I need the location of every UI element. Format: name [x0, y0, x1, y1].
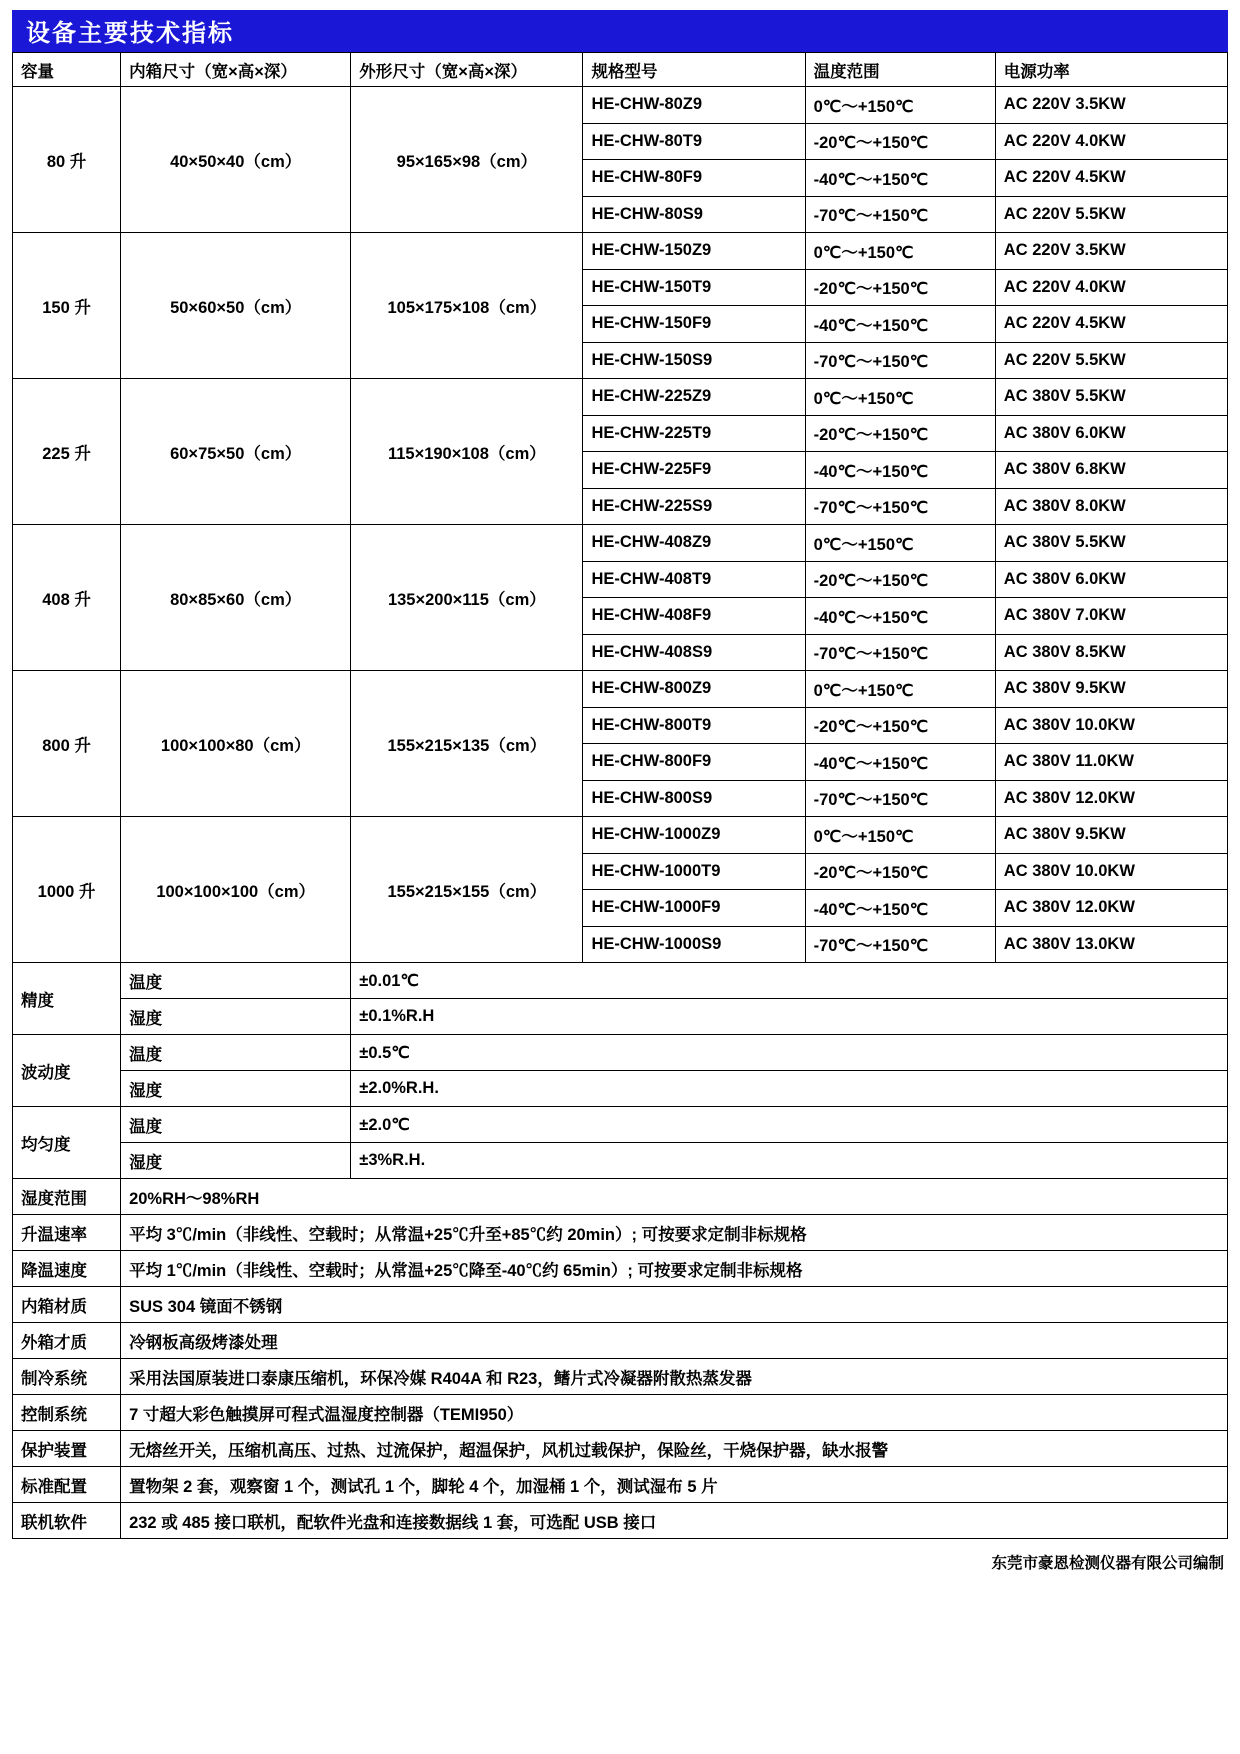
cell-inner-size: 80×85×60（cm） — [121, 525, 351, 671]
cell-spec-value: 20%RH～98%RH — [121, 1179, 1228, 1215]
cell-temp: -70℃～+150℃ — [805, 780, 995, 817]
cell-spec-value: ±2.0℃ — [351, 1107, 1228, 1143]
cell-temp: -20℃～+150℃ — [805, 561, 995, 598]
table-header-row — [13, 53, 1228, 87]
cell-model: HE-CHW-1000F9 — [583, 890, 805, 927]
table-row — [13, 999, 1228, 1035]
cell-model: HE-CHW-225S9 — [583, 488, 805, 525]
cell-inner-size: 40×50×40（cm） — [121, 87, 351, 233]
cell-spec-value: ±0.1%R.H — [351, 999, 1228, 1035]
cell-outer-size: 155×215×135（cm） — [351, 671, 583, 817]
cell-spec-label: 控制系统 — [13, 1395, 121, 1431]
cell-temp: -70℃～+150℃ — [805, 342, 995, 379]
cell-power: AC 220V 5.5KW — [995, 196, 1227, 233]
cell-outer-size: 105×175×108（cm） — [351, 233, 583, 379]
cell-model: HE-CHW-225Z9 — [583, 379, 805, 416]
cell-spec-label: 外箱才质 — [13, 1323, 121, 1359]
cell-model: HE-CHW-800T9 — [583, 707, 805, 744]
table-row — [13, 963, 1228, 999]
cell-spec-label: 湿度范围 — [13, 1179, 121, 1215]
cell-spec-value: SUS 304 镜面不锈钢 — [121, 1287, 1228, 1323]
cell-temp: -40℃～+150℃ — [805, 890, 995, 927]
cell-spec-label: 标准配置 — [13, 1467, 121, 1503]
cell-spec-value: ±2.0%R.H. — [351, 1071, 1228, 1107]
cell-capacity: 150 升 — [13, 233, 121, 379]
table-row — [13, 1431, 1228, 1467]
table-row — [13, 817, 1228, 854]
cell-temp: 0℃～+150℃ — [805, 525, 995, 562]
cell-temp: 0℃～+150℃ — [805, 671, 995, 708]
cell-power: AC 380V 10.0KW — [995, 707, 1227, 744]
cell-temp: -20℃～+150℃ — [805, 123, 995, 160]
cell-power: AC 220V 3.5KW — [995, 87, 1227, 124]
cell-spec-value: ±3%R.H. — [351, 1143, 1228, 1179]
cell-capacity: 1000 升 — [13, 817, 121, 963]
cell-spec-value: 冷钢板高级烤漆处理 — [121, 1323, 1228, 1359]
table-row — [13, 1287, 1228, 1323]
cell-spec-label: 制冷系统 — [13, 1359, 121, 1395]
cell-model: HE-CHW-225F9 — [583, 452, 805, 489]
cell-model: HE-CHW-408T9 — [583, 561, 805, 598]
cell-spec-sublabel: 湿度 — [121, 1071, 351, 1107]
cell-power: AC 380V 13.0KW — [995, 926, 1227, 963]
cell-model: HE-CHW-1000Z9 — [583, 817, 805, 854]
table-body — [13, 87, 1228, 1539]
cell-spec-label: 精度 — [13, 963, 121, 1035]
column-header-outer-size: 外形尺寸（宽×高×深） — [351, 53, 583, 87]
table-row — [13, 1179, 1228, 1215]
cell-model: HE-CHW-150F9 — [583, 306, 805, 343]
cell-temp: 0℃～+150℃ — [805, 87, 995, 124]
page-title: 设备主要技术指标 — [12, 10, 1228, 52]
cell-spec-value: 7 寸超大彩色触摸屏可程式温湿度控制器（TEMI950） — [121, 1395, 1228, 1431]
table-row — [13, 1503, 1228, 1539]
table-row — [13, 1395, 1228, 1431]
cell-power: AC 380V 5.5KW — [995, 379, 1227, 416]
cell-power: AC 380V 6.0KW — [995, 415, 1227, 452]
table-row — [13, 1143, 1228, 1179]
cell-temp: -20℃～+150℃ — [805, 415, 995, 452]
cell-capacity: 80 升 — [13, 87, 121, 233]
cell-power: AC 220V 4.0KW — [995, 123, 1227, 160]
cell-model: HE-CHW-800Z9 — [583, 671, 805, 708]
table-row — [13, 671, 1228, 708]
cell-spec-value: 232 或 485 接口联机，配软件光盘和连接数据线 1 套，可选配 USB 接口 — [121, 1503, 1228, 1539]
cell-spec-value: 采用法国原装进口泰康压缩机，环保冷媒 R404A 和 R23，鳍片式冷凝器附散热蒸发器 — [121, 1359, 1228, 1395]
table-row — [13, 1323, 1228, 1359]
cell-capacity: 225 升 — [13, 379, 121, 525]
table-row — [13, 379, 1228, 416]
cell-model: HE-CHW-408F9 — [583, 598, 805, 635]
cell-temp: -20℃～+150℃ — [805, 269, 995, 306]
footer-company: 东莞市豪恩检测仪器有限公司编制 — [991, 1555, 1224, 1572]
cell-power: AC 380V 9.5KW — [995, 671, 1227, 708]
cell-model: HE-CHW-408Z9 — [583, 525, 805, 562]
cell-power: AC 380V 9.5KW — [995, 817, 1227, 854]
cell-spec-label: 联机软件 — [13, 1503, 121, 1539]
column-header-power: 电源功率 — [995, 53, 1227, 87]
cell-spec-label: 升温速率 — [13, 1215, 121, 1251]
cell-power: AC 380V 7.0KW — [995, 598, 1227, 635]
cell-temp: 0℃～+150℃ — [805, 379, 995, 416]
cell-temp: -40℃～+150℃ — [805, 598, 995, 635]
cell-model: HE-CHW-150S9 — [583, 342, 805, 379]
cell-model: HE-CHW-80F9 — [583, 160, 805, 197]
cell-model: HE-CHW-1000S9 — [583, 926, 805, 963]
cell-spec-label: 保护装置 — [13, 1431, 121, 1467]
cell-capacity: 800 升 — [13, 671, 121, 817]
cell-spec-value: ±0.5℃ — [351, 1035, 1228, 1071]
cell-temp: -40℃～+150℃ — [805, 452, 995, 489]
cell-inner-size: 50×60×50（cm） — [121, 233, 351, 379]
cell-spec-sublabel: 温度 — [121, 963, 351, 999]
cell-power: AC 380V 6.8KW — [995, 452, 1227, 489]
cell-spec-sublabel: 湿度 — [121, 999, 351, 1035]
table-row — [13, 1107, 1228, 1143]
table-row — [13, 525, 1228, 562]
cell-temp: -70℃～+150℃ — [805, 634, 995, 671]
cell-spec-sublabel: 湿度 — [121, 1143, 351, 1179]
table-row — [13, 1467, 1228, 1503]
cell-power: AC 380V 12.0KW — [995, 780, 1227, 817]
cell-model: HE-CHW-800S9 — [583, 780, 805, 817]
cell-model: HE-CHW-800F9 — [583, 744, 805, 781]
cell-outer-size: 135×200×115（cm） — [351, 525, 583, 671]
cell-model: HE-CHW-80T9 — [583, 123, 805, 160]
cell-power: AC 380V 6.0KW — [995, 561, 1227, 598]
cell-capacity: 408 升 — [13, 525, 121, 671]
table-row — [13, 1071, 1228, 1107]
cell-temp: -70℃～+150℃ — [805, 488, 995, 525]
table-header — [13, 53, 1228, 87]
cell-power: AC 220V 4.5KW — [995, 306, 1227, 343]
column-header-temp-range: 温度范围 — [805, 53, 995, 87]
table-row — [13, 87, 1228, 124]
cell-power: AC 380V 8.5KW — [995, 634, 1227, 671]
cell-model: HE-CHW-80S9 — [583, 196, 805, 233]
cell-model: HE-CHW-408S9 — [583, 634, 805, 671]
cell-outer-size: 95×165×98（cm） — [351, 87, 583, 233]
cell-temp: 0℃～+150℃ — [805, 817, 995, 854]
cell-outer-size: 155×215×155（cm） — [351, 817, 583, 963]
table-row — [13, 1215, 1228, 1251]
cell-temp: 0℃～+150℃ — [805, 233, 995, 270]
cell-model: HE-CHW-80Z9 — [583, 87, 805, 124]
cell-spec-sublabel: 温度 — [121, 1035, 351, 1071]
cell-spec-value: 平均 1℃/min（非线性、空载时；从常温+25℃降至-40℃约 65min）; 可按要求定制非标规格 — [121, 1251, 1228, 1287]
cell-spec-label: 内箱材质 — [13, 1287, 121, 1323]
cell-spec-value: ±0.01℃ — [351, 963, 1228, 999]
table-row — [13, 233, 1228, 270]
cell-inner-size: 100×100×80（cm） — [121, 671, 351, 817]
column-header-inner-size: 内箱尺寸（宽×高×深） — [121, 53, 351, 87]
cell-power: AC 220V 3.5KW — [995, 233, 1227, 270]
cell-spec-sublabel: 温度 — [121, 1107, 351, 1143]
cell-outer-size: 115×190×108（cm） — [351, 379, 583, 525]
column-header-capacity: 容量 — [13, 53, 121, 87]
cell-temp: -20℃～+150℃ — [805, 707, 995, 744]
table-row — [13, 1035, 1228, 1071]
cell-model: HE-CHW-225T9 — [583, 415, 805, 452]
column-header-model: 规格型号 — [583, 53, 805, 87]
cell-spec-label: 降温速度 — [13, 1251, 121, 1287]
cell-temp: -40℃～+150℃ — [805, 744, 995, 781]
cell-spec-value: 平均 3℃/min（非线性、空载时；从常温+25℃升至+85℃约 20min）; 可按要求定制非标规格 — [121, 1215, 1228, 1251]
cell-temp: -40℃～+150℃ — [805, 306, 995, 343]
cell-power: AC 380V 10.0KW — [995, 853, 1227, 890]
spec-table — [12, 52, 1228, 1539]
cell-inner-size: 60×75×50（cm） — [121, 379, 351, 525]
table-row — [13, 1251, 1228, 1287]
cell-power: AC 220V 4.0KW — [995, 269, 1227, 306]
cell-power: AC 380V 5.5KW — [995, 525, 1227, 562]
cell-temp: -70℃～+150℃ — [805, 196, 995, 233]
cell-model: HE-CHW-150T9 — [583, 269, 805, 306]
cell-temp: -40℃～+150℃ — [805, 160, 995, 197]
cell-power: AC 380V 11.0KW — [995, 744, 1227, 781]
cell-power: AC 220V 4.5KW — [995, 160, 1227, 197]
cell-model: HE-CHW-1000T9 — [583, 853, 805, 890]
table-row — [13, 1359, 1228, 1395]
cell-temp: -20℃～+150℃ — [805, 853, 995, 890]
cell-spec-label: 均匀度 — [13, 1107, 121, 1179]
cell-spec-value: 无熔丝开关，压缩机高压、过热、过流保护，超温保护，风机过载保护，保险丝，干烧保护器，缺水报警 — [121, 1431, 1228, 1467]
cell-power: AC 380V 12.0KW — [995, 890, 1227, 927]
cell-power: AC 220V 5.5KW — [995, 342, 1227, 379]
cell-temp: -70℃～+150℃ — [805, 926, 995, 963]
cell-model: HE-CHW-150Z9 — [583, 233, 805, 270]
cell-spec-value: 置物架 2 套，观察窗 1 个，测试孔 1 个，脚轮 4 个，加湿桶 1 个，测试湿布 5 片 — [121, 1467, 1228, 1503]
cell-inner-size: 100×100×100（cm） — [121, 817, 351, 963]
cell-power: AC 380V 8.0KW — [995, 488, 1227, 525]
cell-spec-label: 波动度 — [13, 1035, 121, 1107]
